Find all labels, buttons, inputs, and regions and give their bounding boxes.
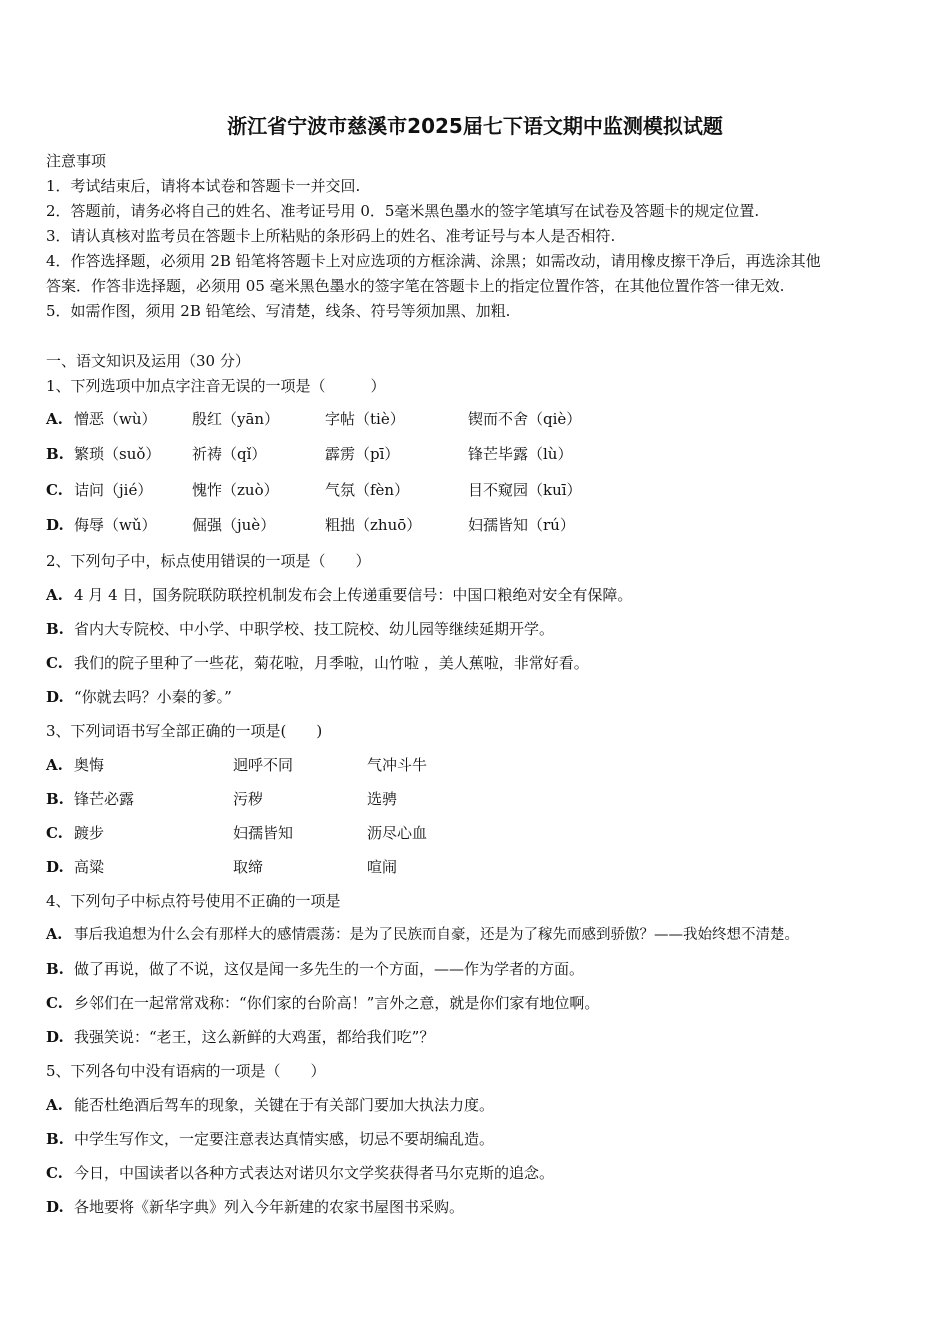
q5-option-b bbox=[46, 1129, 494, 1149]
option-word: 气冲斗牛 bbox=[367, 756, 428, 774]
option-word: 祈祷（qǐ） bbox=[192, 445, 267, 463]
option-label: D. bbox=[46, 688, 64, 706]
option-text: 乡邻们在一起常常戏称：“你们家的台阶高！”言外之意，就是你们家有地位啊。 bbox=[74, 994, 600, 1012]
option-text: 做了再说，做了不说，这仅是闻一多先生的一个方面，——作为学者的方面。 bbox=[74, 960, 585, 978]
option-word: 字帖（tiè） bbox=[325, 410, 405, 428]
option-text: 能否杜绝酒后驾车的现象，关键在于有关部门要加大执法力度。 bbox=[74, 1096, 495, 1114]
option-word: 憎恶（wù） bbox=[74, 410, 157, 428]
option-word: 妇孺皆知 bbox=[233, 824, 294, 842]
option-word: 气氛（fèn） bbox=[325, 481, 410, 499]
option-word: 侮辱（wǔ） bbox=[74, 516, 157, 534]
notice-item: 2．答题前，请务必将自己的姓名、准考证号用 0．5毫米黑色墨水的签字笔填写在试卷及答题卡的规定位置. bbox=[46, 202, 760, 220]
option-label: B. bbox=[46, 445, 64, 463]
notice-item: 1．考试结束后，请将本试卷和答题卡一并交回. bbox=[46, 177, 361, 195]
option-word: 目不窥园（kuī） bbox=[468, 481, 582, 499]
option-word: 锋芒毕露（lù） bbox=[468, 445, 573, 463]
option-text: 中学生写作文，一定要注意表达真情实感，切忌不要胡编乱造。 bbox=[74, 1130, 495, 1148]
q4-option-a bbox=[46, 925, 799, 945]
option-word: 诘问（jié） bbox=[74, 481, 153, 499]
notice-item: 4．作答选择题，必须用 2B 铅笔将答题卡上对应选项的方框涂满、涂黑；如需改动，请用橡皮擦干净后，再选涂其他 bbox=[46, 252, 821, 270]
q4-option-c bbox=[46, 993, 599, 1013]
option-word: 沥尽心血 bbox=[367, 824, 428, 842]
option-word: 取缔 bbox=[233, 858, 264, 876]
option-word: 迥呼不同 bbox=[233, 756, 294, 774]
q5-option-c bbox=[46, 1163, 554, 1183]
exam-title: 浙江省宁波市慈溪市2025届七下语文期中监测模拟试题 bbox=[227, 114, 723, 138]
question-4-stem: 4、下列句子中标点符号使用不正确的一项是 bbox=[46, 892, 341, 910]
option-word: 妇孺皆知（rú） bbox=[468, 516, 575, 534]
option-label: D. bbox=[46, 516, 64, 534]
option-label: B. bbox=[46, 790, 64, 808]
option-word: 锲而不舍（qiè） bbox=[468, 410, 582, 428]
option-word: 踱步 bbox=[74, 824, 105, 842]
option-word: 繁琐（suǒ） bbox=[74, 445, 161, 463]
option-word: 殷红（yān） bbox=[192, 410, 280, 428]
option-label: B. bbox=[46, 960, 64, 978]
q2-option-d bbox=[46, 687, 232, 707]
option-text: 今日，中国读者以各种方式表达对诺贝尔文学奖获得者马尔克斯的追念。 bbox=[74, 1164, 555, 1182]
option-word: 倔强（juè） bbox=[192, 516, 276, 534]
option-word: 选骋 bbox=[367, 790, 398, 808]
notice-item: 答案．作答非选择题，必须用 05 毫米黑色墨水的签字笔在答题卡上的指定位置作答，在其他位置作答一律无效. bbox=[46, 277, 785, 295]
option-word: 污秽 bbox=[233, 790, 264, 808]
notice-item: 3．请认真核对监考员在答题卡上所粘贴的条形码上的姓名、准考证号与本人是否相符. bbox=[46, 227, 616, 245]
q5-option-d bbox=[46, 1197, 464, 1217]
option-label: A. bbox=[46, 926, 63, 943]
option-text: 各地要将《新华字典》列入今年新建的农家书屋图书采购。 bbox=[74, 1198, 465, 1216]
option-label: C. bbox=[46, 654, 63, 672]
q2-option-c bbox=[46, 653, 589, 673]
option-label: D. bbox=[46, 858, 64, 876]
option-label: D. bbox=[46, 1198, 64, 1216]
option-word: 霹雳（pī） bbox=[325, 445, 400, 463]
option-label: C. bbox=[46, 1164, 63, 1182]
option-label: B. bbox=[46, 1130, 64, 1148]
question-2-stem: 2、下列句子中，标点使用错误的一项是（ ） bbox=[46, 552, 371, 570]
q4-option-d bbox=[46, 1027, 434, 1047]
option-text: 省内大专院校、中小学、中职学校、技工院校、幼儿园等继续延期开学。 bbox=[74, 620, 555, 638]
question-3-stem: 3、下列词语书写全部正确的一项是( ) bbox=[46, 722, 323, 740]
option-text: 4 月 4 日，国务院联防联控机制发布会上传递重要信号：中国口粮绝对安全有保障。 bbox=[74, 586, 633, 604]
section-heading: 一、语文知识及运用（30 分） bbox=[46, 352, 250, 370]
q2-option-b bbox=[46, 619, 554, 639]
option-label: A. bbox=[46, 410, 63, 428]
notice-heading: 注意事项 bbox=[46, 152, 107, 170]
question-5-stem: 5、下列各句中没有语病的一项是（ ） bbox=[46, 1062, 326, 1080]
option-label: A. bbox=[46, 586, 63, 604]
option-label: D. bbox=[46, 1028, 64, 1046]
q2-option-a bbox=[46, 585, 632, 605]
option-word: 喧闹 bbox=[367, 858, 398, 876]
option-word: 粗拙（zhuō） bbox=[325, 516, 422, 534]
option-label: C. bbox=[46, 824, 63, 842]
option-word: 奥悔 bbox=[74, 756, 105, 774]
option-word: 高粱 bbox=[74, 858, 105, 876]
notice-item: 5．如需作图，须用 2B 铅笔绘、写清楚，线条、符号等须加黑、加粗. bbox=[46, 302, 511, 320]
question-1-stem: 1、下列选项中加点字注音无误的一项是（ ） bbox=[46, 377, 386, 395]
option-label: C. bbox=[46, 481, 63, 499]
option-text: 我们的院子里种了一些花，菊花啦，月季啦，山竹啦 ，美人蕉啦，非常好看。 bbox=[74, 654, 589, 672]
option-label: B. bbox=[46, 620, 64, 638]
option-text: 事后我追想为什么会有那样大的感情震荡：是为了民族而自豪，还是为了稼先而感到骄傲？——我始终想不清楚。 bbox=[74, 927, 799, 943]
option-text: 我强笑说：“老王，这么新鲜的大鸡蛋，都给我们吃”？ bbox=[74, 1028, 435, 1046]
option-label: A. bbox=[46, 756, 63, 774]
q4-option-b bbox=[46, 959, 584, 979]
option-label: A. bbox=[46, 1096, 63, 1114]
option-word: 愧怍（zuò） bbox=[192, 481, 279, 499]
option-word: 锋芒必露 bbox=[74, 790, 135, 808]
option-label: C. bbox=[46, 994, 63, 1012]
q5-option-a bbox=[46, 1095, 494, 1115]
option-text: “你就去吗？小秦的爹。” bbox=[74, 688, 232, 706]
